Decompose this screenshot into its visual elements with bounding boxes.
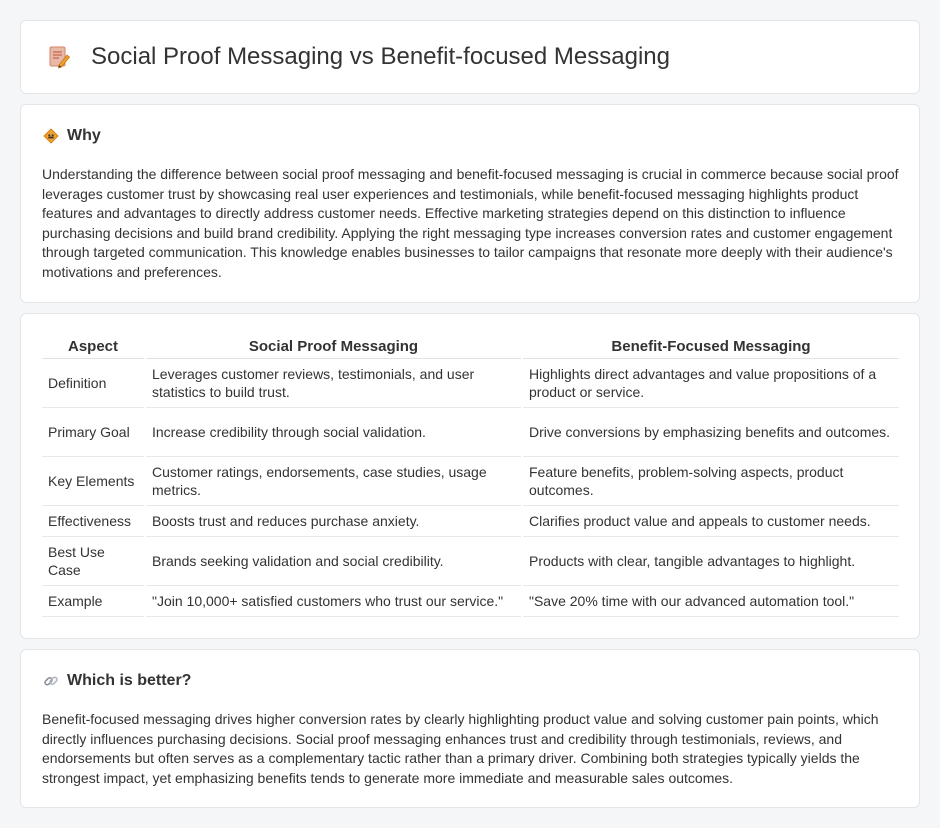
title-card [20, 20, 920, 94]
row-social-proof: Customer ratings, endorsements, case studies, usage metrics. [145, 456, 522, 505]
table-row [42, 536, 899, 585]
why-title: Why [67, 127, 101, 144]
title-row [47, 43, 670, 71]
row-aspect: Key Elements [42, 456, 145, 505]
row-benefit-focused: Products with clear, tangible advantages to highlight. [522, 536, 899, 585]
document-edit-icon [47, 44, 71, 70]
row-benefit-focused: Clarifies product value and appeals to customer needs. [522, 505, 899, 536]
row-social-proof: "Join 10,000+ satisfied customers who trust our service." [145, 585, 522, 616]
header-aspect: Aspect [42, 334, 145, 358]
warning-sign-icon [43, 128, 59, 144]
better-title: Which is better? [67, 672, 192, 689]
link-icon [43, 673, 59, 689]
better-text: Benefit-focused messaging drives higher conversion rates by clearly highlighting product value and solving customer pain points, which directly influences purchasing decisions. Social proof messaging enhances trust and credibility through testimonials, reviews, and endorsements but often serves as a complementary tactic rather than a primary driver. Combining both strategies typically yields the strongest impact, yet emphasizing benefits tends to generate more immediate and measurable sales outcomes. [42, 711, 879, 786]
why-text: Understanding the difference between social proof messaging and benefit-focused messaging is crucial in commerce because social proof leverages customer trust by showcasing real user experiences and testimonials, while benefit-focused messaging highlights product features and advantages to directly address customer needs. Effective marketing strategies depend on this distinction to influence purchasing decisions and build brand credibility. Applying the right messaging type increases conversion rates and customer engagement through targeted communication. This knowledge enables businesses to tailor campaigns that resonate more deeply with their audience's motivations and preferences. [42, 166, 899, 280]
row-benefit-focused: Drive conversions by emphasizing benefits and outcomes. [522, 407, 899, 456]
row-social-proof: Increase credibility through social validation. [145, 407, 522, 456]
comparison-table [42, 334, 899, 617]
why-section [20, 104, 920, 303]
which-better-section [20, 649, 920, 808]
row-aspect: Effectiveness [42, 505, 145, 536]
row-social-proof: Brands seeking validation and social credibility. [145, 536, 522, 585]
comparison-section [20, 313, 920, 639]
row-benefit-focused: Highlights direct advantages and value propositions of a product or service. [522, 358, 899, 407]
row-aspect: Primary Goal [42, 407, 145, 456]
row-aspect: Definition [42, 358, 145, 407]
row-benefit-focused: "Save 20% time with our advanced automation tool." [522, 585, 899, 616]
row-aspect: Best Use Case [42, 536, 145, 585]
table-row [42, 407, 899, 456]
table-row [42, 456, 899, 505]
page-title: Social Proof Messaging vs Benefit-focused Messaging [91, 43, 670, 70]
row-social-proof: Boosts trust and reduces purchase anxiety. [145, 505, 522, 536]
row-benefit-focused: Feature benefits, problem-solving aspects, product outcomes. [522, 456, 899, 505]
table-row [42, 505, 899, 536]
row-aspect: Example [42, 585, 145, 616]
table-row [42, 358, 899, 407]
header-benefit-focused: Benefit-Focused Messaging [522, 334, 899, 358]
better-header [43, 672, 191, 690]
row-social-proof: Leverages customer reviews, testimonials, and user statistics to build trust. [145, 358, 522, 407]
header-social-proof: Social Proof Messaging [145, 334, 522, 358]
why-header [43, 127, 101, 145]
table-row [42, 585, 899, 616]
table-header-row [42, 334, 899, 358]
